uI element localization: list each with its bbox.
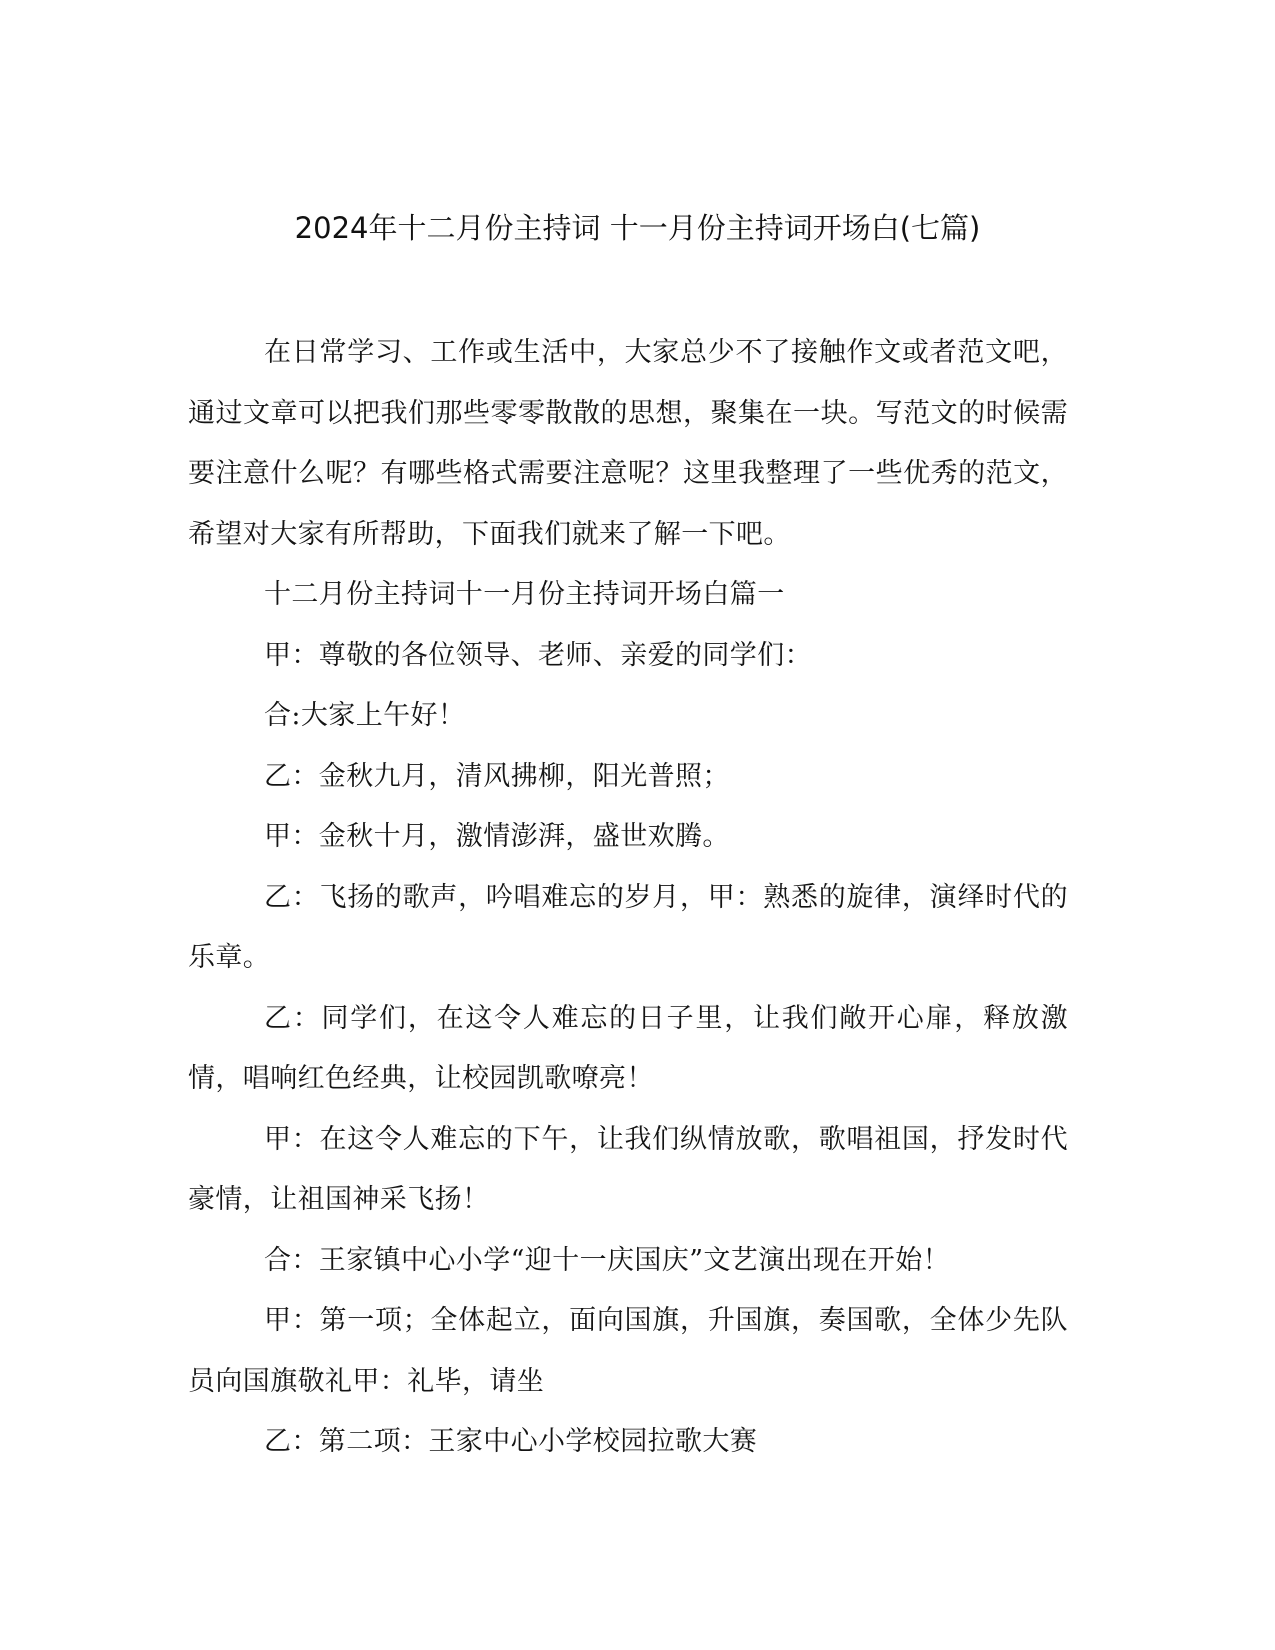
paragraph-line: 甲：在这令人难忘的下午，让我们纵情放歌，歌唱祖国，抒发时代豪情，让祖国神采飞扬！ [188,1123,1068,1215]
paragraph-line: 甲：第一项；全体起立，面向国旗，升国旗，奏国歌，全体少先队员向国旗敬礼甲：礼毕，请坐 [188,1305,1068,1397]
paragraph-line: 乙：金秋九月，清风拂柳，阳光普照； [264,760,730,792]
document-title: 2024年十二月份主持词 十一月份主持词开场白(七篇) [294,211,981,245]
paragraph-section-heading: 十二月份主持词十一月份主持词开场白篇一 [264,579,785,610]
paragraph-line: 乙：飞扬的歌声，吟唱难忘的岁月，甲：熟悉的旋律，演绎时代的乐章。 [188,881,1068,973]
paragraph-line: 乙：第二项：王家中心小学校园拉歌大赛 [264,1426,758,1457]
paragraph-greeting: 甲：尊敬的各位领导、老师、亲爱的同学们： [264,639,812,671]
paragraph-line: 甲：金秋十月，激情澎湃，盛世欢腾。 [264,821,730,852]
paragraph-intro: 在日常学习、工作或生活中，大家总少不了接触作文或者范文吧，通过文章可以把我们那些零零散散的思想，聚集在一块。写范文的时候需要注意什么呢？有哪些格式需要注意呢？这里我整理了一些优秀的范文，希望对大家有所帮助，下面我们就来了解一下吧。 [188,337,1068,550]
document-body [188,323,1068,1473]
paragraph-chorus-greeting: 合:大家上午好！ [264,700,466,731]
paragraph-line: 合：王家镇中心小学“迎十一庆国庆”文艺演出现在开始！ [264,1244,951,1276]
paragraph-line: 乙：同学们，在这令人难忘的日子里，让我们敞开心扉，释放激情，唱响红色经典，让校园凯歌嘹亮！ [188,1002,1068,1094]
